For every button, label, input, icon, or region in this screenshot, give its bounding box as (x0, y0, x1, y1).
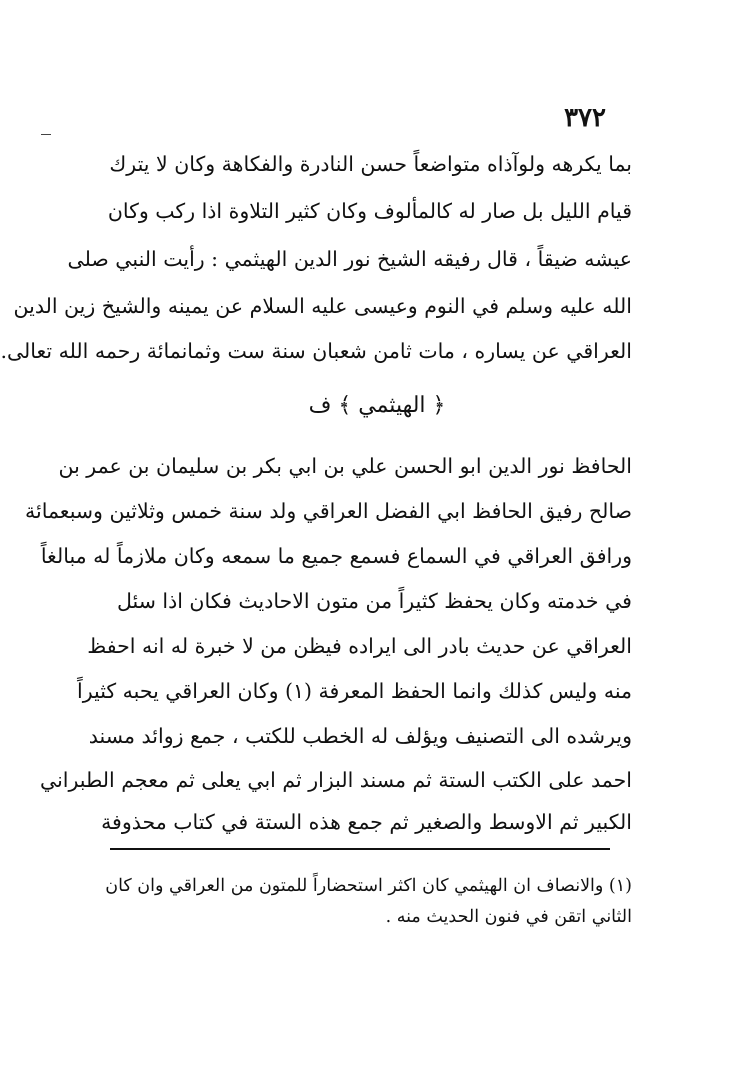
footnote-line-1: (١) والانصاف ان الهيثمي كان اكثر استحضاراً للمتون من العراقي وان كان (105, 876, 632, 896)
paragraph1-line-5: العراقي عن يساره ، مات ثامن شعبان سنة ست وثمانمائة رحمه الله تعالى. (0, 339, 632, 363)
paragraph2-line-6: منه وليس كذلك وانما الحفظ المعرفة (١) وكان العراقي يحبه كثيراً (77, 679, 632, 703)
paragraph1-line-3: عيشه ضيقاً ، قال رفيقه الشيخ نور الدين الهيثمي : رأيت النبي صلى (67, 247, 632, 271)
margin-mark (41, 134, 51, 135)
paragraph2-line-3: ورافق العراقي في السماع فسمع جميع ما سمعه وكان ملازماً له مبالغاً (40, 544, 632, 568)
paragraph1-line-2: قيام الليل بل صار له كالمألوف وكان كثير التلاوة اذا ركب وكان (107, 199, 632, 223)
footnote-line-2: الثاني اتقن في فنون الحديث منه . (385, 907, 632, 927)
page-number: ٣٧٢ (564, 103, 606, 133)
section-heading: ﴿ الهيثمي ﴾ ف (308, 393, 446, 418)
paragraph2-line-8: احمد على الكتب الستة ثم مسند البزار ثم ابي يعلى ثم معجم الطبراني (39, 768, 632, 792)
paragraph2-line-4: في خدمته وكان يحفظ كثيراً من متون الاحاديث فكان اذا سئل (116, 589, 632, 613)
paragraph2-line-9: الكبير ثم الاوسط والصغير ثم جمع هذه الستة في كتاب محذوفة (101, 810, 632, 834)
paragraph1-line-1: بما يكرهه ولوآذاه متواضعاً حسن النادرة والفكاهة وكان لا يترك (109, 152, 632, 176)
paragraph2-line-2: صالح رفيق الحافظ ابي الفضل العراقي ولد سنة خمس وثلاثين وسبعمائة (25, 499, 632, 523)
paragraph2-line-7: ويرشده الى التصنيف ويؤلف له الخطب للكتب ، جمع زوائد مسند (88, 724, 632, 748)
paragraph1-line-4: الله عليه وسلم في النوم وعيسى عليه السلام عن يمينه والشيخ زين الدين (13, 294, 632, 318)
paragraph2-line-5: العراقي عن حديث بادر الى ايراده فيظن من لا خبرة له انه احفظ (87, 634, 632, 658)
paragraph2-line-1: الحافظ نور الدين ابو الحسن علي بن ابي بكر بن سليمان بن عمر بن (58, 454, 632, 478)
footnote-rule (110, 848, 610, 850)
